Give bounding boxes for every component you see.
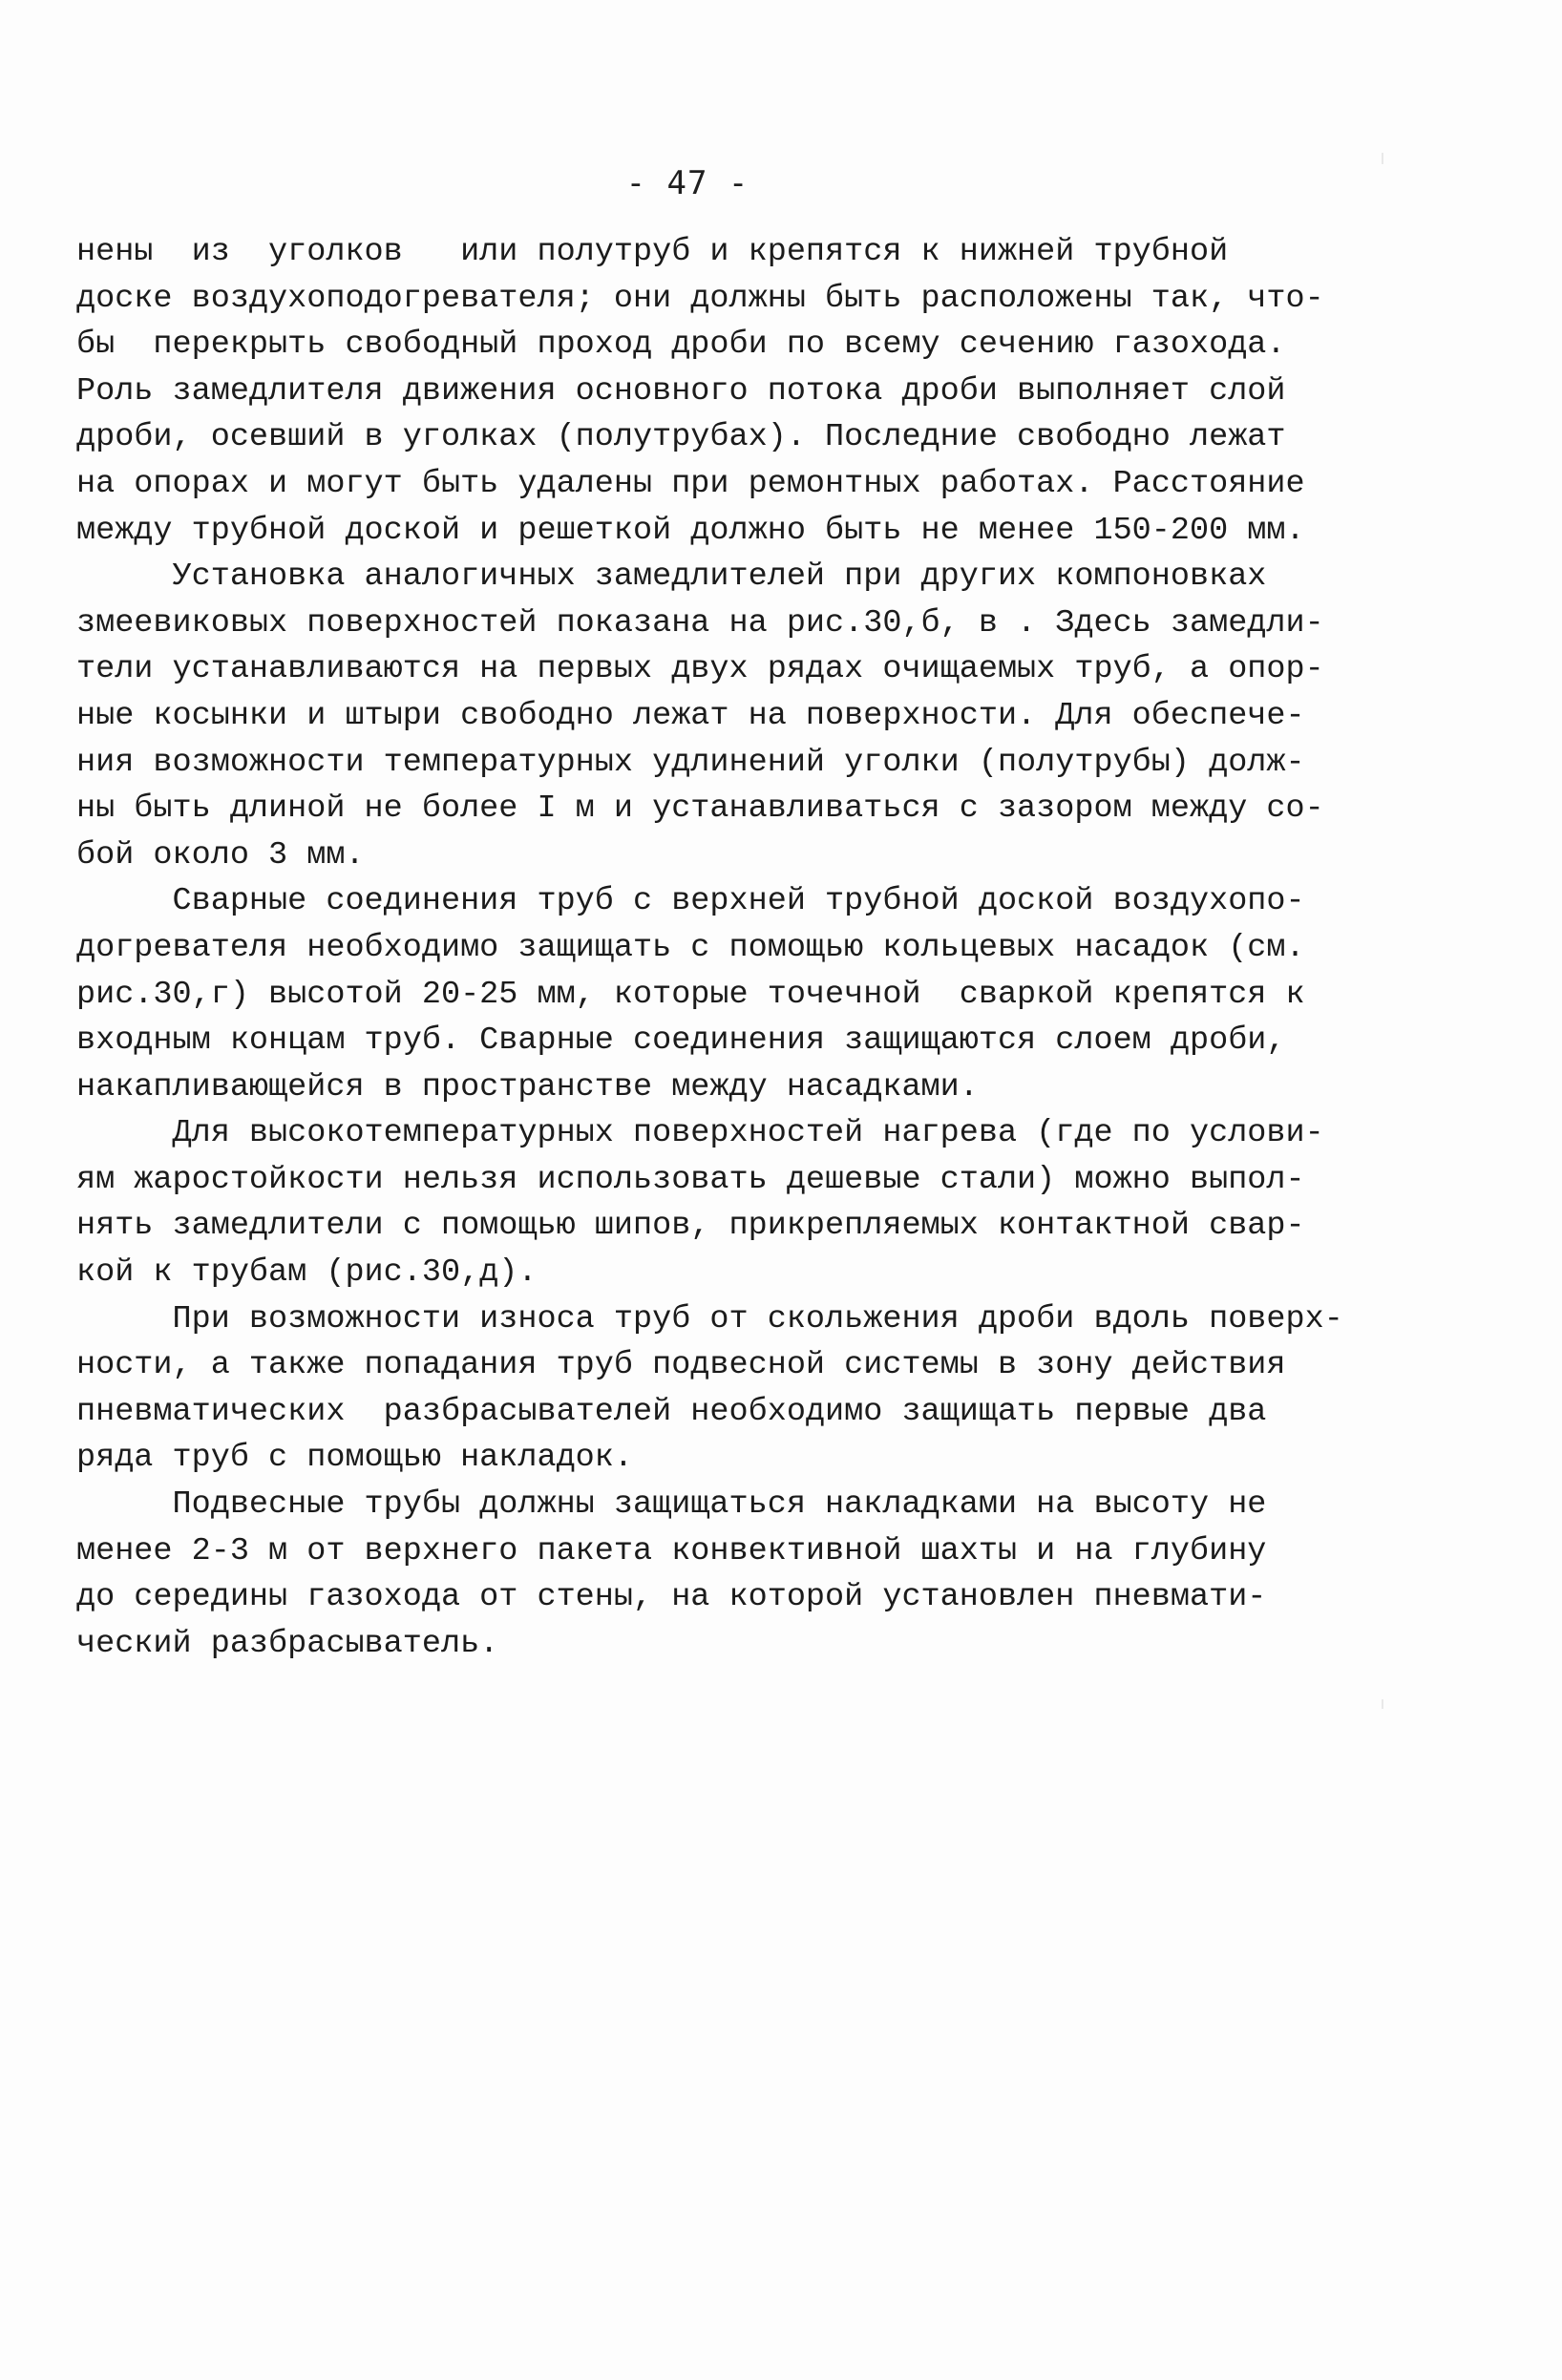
text-line: Установка аналогичных замедлителей при других компоновках: [76, 558, 1267, 596]
text-line: пневматических разбрасывателей необходимо защищать первые два: [76, 1393, 1267, 1430]
text-line: ряда труб с помощью накладок.: [76, 1440, 633, 1477]
text-line: нены из уголков или полутруб и крепятся к нижней трубной: [76, 234, 1229, 270]
text-line: доске воздухоподогревателя; они должны быть расположены так, что-: [76, 280, 1324, 317]
text-line: ные косынки и штыри свободно лежат на поверхности. Для обеспече-: [76, 697, 1305, 734]
text-line: Для высокотемпературных поверхностей нагрева (где по услови-: [76, 1115, 1324, 1152]
text-line: Подвесные трубы должны защищаться накладками на высоту не: [76, 1486, 1267, 1524]
text-line: змеевиковых поверхностей показана на рис.30,б, в . Здесь замедли-: [76, 604, 1324, 642]
text-line: дроби, осевший в уголках (полутрубах). Последние свободно лежат: [76, 419, 1286, 456]
text-line: входным концам труб. Сварные соединения защищаются слоем дроби,: [76, 1022, 1286, 1060]
text-line: менее 2-3 м от верхнего пакета конвективной шахты и на глубину: [76, 1532, 1267, 1569]
text-line: При возможности износа труб от скольжения дроби вдоль поверх-: [76, 1300, 1343, 1337]
text-line: Сварные соединения труб с верхней трубной доской воздухопо-: [76, 883, 1305, 920]
text-line: ям жаростойкости нельзя использовать дешевые стали) можно выпол-: [76, 1161, 1305, 1198]
body-text: [76, 229, 1346, 1667]
text-line: нять замедлители с помощью шипов, прикрепляемых контактной свар-: [76, 1208, 1305, 1245]
text-line: ны быть длиной не более I м и устанавливаться с зазором между со-: [76, 790, 1324, 828]
text-line: бой около 3 мм.: [76, 836, 365, 874]
text-line: догревателя необходимо защищать с помощью кольцевых насадок (см.: [76, 929, 1305, 966]
text-line: кой к трубам (рис.30,д).: [76, 1254, 538, 1292]
text-line: до середины газохода от стены, на которой установлен пневмати-: [76, 1579, 1267, 1616]
text-line: накапливающейся в пространстве между насадками.: [76, 1068, 979, 1106]
text-line: Роль замедлителя движения основного потока дроби выполняет слой: [76, 372, 1286, 410]
page-number: - 47 -: [625, 164, 749, 202]
text-line: ния возможности температурных удлинений уголки (полутрубы) долж-: [76, 744, 1305, 781]
text-line: между трубной доской и решеткой должно быть не менее 150-200 мм.: [76, 512, 1305, 549]
text-line: бы перекрыть свободный проход дроби по всему сечению газохода.: [76, 326, 1286, 364]
text-line: тели устанавливаются на первых двух рядах очищаемых труб, а опор-: [76, 651, 1324, 688]
text-line: на опорах и могут быть удалены при ремонтных работах. Расстояние: [76, 465, 1305, 502]
scan-artifact: [1382, 1699, 1383, 1709]
scan-artifact: [1382, 153, 1383, 164]
text-line: ческий разбрасыватель.: [76, 1625, 499, 1662]
text-line: ности, а также попадания труб подвесной системы в зону действия: [76, 1347, 1286, 1384]
text-line: рис.30,г) высотой 20-25 мм, которые точечной сваркой крепятся к: [76, 976, 1305, 1013]
